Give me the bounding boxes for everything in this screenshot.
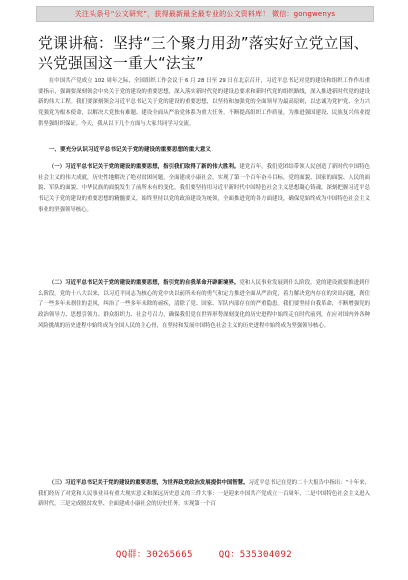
- paragraph-2-lead: （二）习近平总书记关于党的建设的重要思想，指引党的自我革命开辟新境界。: [48, 280, 240, 286]
- paragraph-1: [38, 162, 370, 216]
- intro-paragraph: 在中国共产党成立 102 周年之际，全国组织工作会议于 6 月 28 日至 29 日在北京召开，习近平总书记对党的建设和组织工作作出重要指示，强调要深刻领会中央关于党的建设的重要思想，深入落实新时代党的建设总要求和新时代党的组织路线，深入推进新时代党的建设新的伟大工程。我们要深刻领会习近平总书记关于党的建设的重要思想，以坚持和加强党的全面领导为最高原则，以忠诚为党护党、全力兴党强党为根本使命，以解决大党独有难题、建设全面从严治党体系为重大任务，不断提高组织工作质量，为推进强国建设、民族复兴伟业提供坚强组织保证。今天，我从以下几个方面与大家共同学习交流。: [38, 78, 370, 127]
- paragraph-3-body: 习近平总书记在党的二十大报告中指出：“十年来，我们经历了对党和人民事业具有重大现实意义和深远历史意义的三件大事：一是迎来中国共产党成立一百周年，二是中国特色社会主义进入新时代，三是完成脱贫攻坚、全面建成小康社会的历史任务。实现第一个百: [38, 480, 370, 508]
- paragraph-3-lead: （三）习近平总书记关于党的建设的重要思想，为世界政党政治发展提供中国智慧。: [48, 480, 249, 486]
- document-title: 党课讲稿：坚持“三个聚力用劲”落实好立党立国、兴党强国这一重大“法宝”: [38, 35, 369, 72]
- paragraph-2-body: 党和人民事业发展到什么阶段，党的建设就要推进到什么阶段。党的十八大以来，以习近平同志为核心的党中央以前所未有的勇气和定力推进全面从严治党，着力解决党内存在的突出问题，刹住了一些多年未刹住的歪风，纠治了一些多年未除的顽疾，清除了党、国家、军队内部存在的严重隐患。我们要坚持自我革命，不断增强党的政治领导力、思想引领力、群众组织力、社会号召力，确保我们党在世界形势深刻变化的历史进程中始终走在时代前列，在应对国内外各种风险挑战的历史进程中始终成为全国人民的主心骨，在坚持和发展中国特色社会主义的历史进程中始终成为坚强领导核心。: [38, 280, 370, 329]
- footer-qq: QQ：535304092: [218, 550, 293, 560]
- contact-footer: [0, 546, 408, 564]
- promo-banner-text: 关注头条号“公文研究”，获得最新最全最专业的公文资料库！ 微信：gongwenys: [74, 10, 336, 18]
- section-heading-1: 一、要充分认识习近平总书记关于党的建设的重要思想的重大意义: [48, 147, 212, 153]
- paragraph-1-lead: （一）习近平总书记关于党的建设的重要思想，指引我们取得了新的伟大胜利。: [48, 164, 240, 170]
- promo-banner: [36, 6, 374, 22]
- paragraph-1-body: 建党百年，我们党团结带领人民创造了新时代中国特色社会主义的伟大成就，历史性地解决了绝对贫困问题，全面建成小康社会，实现了第一个百年奋斗目标，党的面貌、国家的面貌、人民的面貌、军队的面貌、中华民族的面貌发生了前所未有的变化。我们要坚持用习近平新时代中国特色社会主义思想凝心铸魂，深刻把握习近平总书记关于党的建设的重要思想的精髓要义，始终坚持以党的政治建设为统领，全面推进党的各方面建设，确保党始终成为中国特色社会主义事业的坚强领导核心。: [38, 164, 370, 213]
- paragraph-2: [38, 278, 370, 332]
- footer-qq-group: QQ群：30265665: [115, 550, 193, 560]
- paragraph-3: [38, 478, 370, 510]
